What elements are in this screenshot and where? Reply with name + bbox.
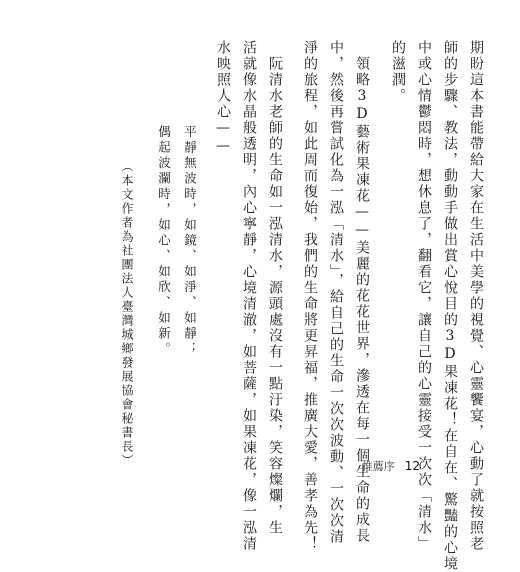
body-line-6: 中，然後再嘗試化為一泓「清水」，給自己的生命一次次波動、一次次清 [328,40,344,545]
body-line-7: 淨的旅程，如此周而復始，我們的生命將更昇福，推廣大愛，善孝為先！ [302,40,318,552]
body-line-3: 中或心情鬱悶時，想休息了，翻看它，讓自己的心靈接受一次次「清水」 [416,40,432,552]
body-line-1: 期盼這本書能帶給大家在生活中美學的視覺、心靈饗宴，心動了就按照老 [468,40,484,552]
body-line-2: 師的步驟、教法，動動手做出賞心悅目的3D果凍花！在自在、驚豔的心境 [442,40,458,572]
body-line-9: 活就像水晶般透明，內心寧靜，心境清澈，如菩薩，如果凍花，像一泓清 [241,40,257,552]
page-footer [362,458,420,474]
verse-line-2: 偶起波瀾時，如心、如欣、如新。 [156,125,172,358]
author-signature: （本文作者為社團法人臺灣城鄉發展協會秘書長） [120,160,134,468]
section-label: 推薦序 [361,460,395,473]
body-line-5: 領略3D藝術果凍花——美麗的花花世界，滲透在每一個生命的成長 [354,40,370,544]
body-line-4: 的滋潤。 [390,40,406,104]
verse-line-1: 平靜無波時，如鏡、如淨、如靜； [182,125,198,358]
body-line-10: 水映照人心—— [215,40,231,156]
body-line-8: 阮清水老師的生命如一泓清水，源頭處沒有一點汙染，笑容燦爛，生 [267,40,283,536]
page-number: 12 [404,459,420,473]
